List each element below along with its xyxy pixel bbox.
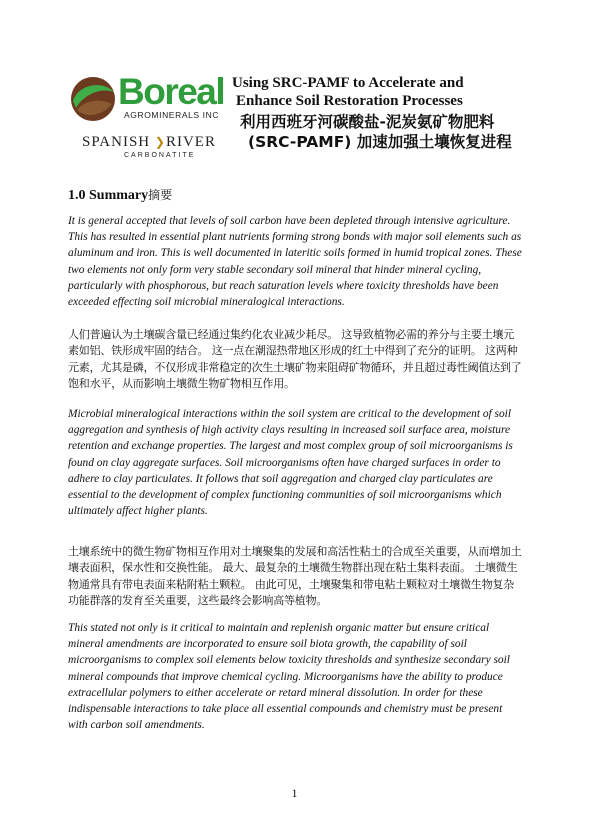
boreal-subtitle: AGROMINERALS INC xyxy=(124,110,220,120)
page-number: 1 xyxy=(291,786,298,800)
paragraph-2-chinese: 人们普遍认为土壤碳含量已经通过集约化农业减少耗尽。 这导致植物必需的养分与主要土壤元素如铝、铁形成牢固的结合。 这一点在潮湿热带地区形成的红土中得到了充分的证明。 这两种元素，尤其是磷，不仅形成非常稳定的次生土壤矿物来阻碍矿物循环，并且超过毒性阈值达到了饱和水平，从而影响土壤微生物矿物相互作用。 xyxy=(68,328,522,391)
paragraph-5-english: This stated not only is it critical to maintain and replenish organic matter but ensure critical mineral amendments are incorporated to ensure soil biota growth, the capability of soil microorganisms to complex soil elements below toxicity thresholds and synthesize secondary soil mineral compounds that improve chemical cycling. Microorganisms have the ability to produce extracellular polymers to either accelerate or retard mineral dissolution. In order for these indispensable interactions to take place all essential compounds and chemistry must be present with carbon soil amendments. xyxy=(68,622,510,732)
boreal-wordmark: Boreal xyxy=(118,71,225,112)
title-chinese xyxy=(228,112,548,152)
company-logos xyxy=(68,70,226,170)
section-heading-en: 1.0 Summary xyxy=(68,188,149,203)
boreal-logo-icon xyxy=(68,74,118,124)
section-heading-zh: 摘要 xyxy=(148,188,173,202)
river-word: RIVER xyxy=(165,134,216,150)
title-zh-line1: 利用西班牙河碳酸盐-泥炭氨矿物肥料 xyxy=(240,113,495,131)
paragraph-3-english: Microbial mineralogical interactions within the soil system are critical to the development of soil aggregation and synthesis of high activity clays resulting in increased soil surface area, moisture retention and exchange properties. The largest and most complex group of soil microorganisms is found on clay aggregate surfaces. Soil microorganisms often have charged surfaces in order to adhere to clay particulates. It follows that soil aggregation and charged clay particulates are essential to the development of complex functioning communities of soil microorganisms which ultimately affect higher plants. xyxy=(68,408,513,518)
title-english xyxy=(228,74,548,110)
title-zh-line2: (SRC-PAMF) 加速加强土壤恢复进程 xyxy=(248,133,512,151)
paragraph-1-english: It is general accepted that levels of soil carbon have been depleted through intensive agriculture. This has resulted in essential plant nutrients forming strong bonds with major soil elements such as aluminum and iron. This is well documented in lateritic soils formed in humid tropical zones. These two elements not only form very stable secondary soil mineral that hinder mineral cycling, particularly with phosphorous, but reach saturation levels where toxicity thresholds have been exceeded effecting soil microbial mineralogical interactions. xyxy=(68,215,522,309)
river-chevron-icon: ❯ xyxy=(154,135,166,149)
spanish-word: SPANISH xyxy=(82,134,151,150)
title-en-line1: Using SRC-PAMF to Accelerate and xyxy=(232,75,464,91)
document-title xyxy=(228,74,548,152)
section-heading xyxy=(68,186,172,204)
title-en-line2: Enhance Soil Restoration Processes xyxy=(236,93,463,109)
paragraph-4-chinese: 土壤系统中的微生物矿物相互作用对土壤聚集的发展和高活性粘土的合成至关重要，从而增加土壤表面积，保水性和交换性能。 最大、最复杂的土壤微生物群出现在粘土集料表面。 土壤微生物通常具有带电表面来粘附粘土颗粒。 由此可见，土壤聚集和带电粘土颗粒对土壤微生物复杂功能群落的发育至关重要，这些最终会影响高等植物。 xyxy=(68,545,522,608)
spanish-river-wordmark xyxy=(82,134,216,151)
carbonatite-subtitle: CARBONATITE xyxy=(124,152,196,159)
